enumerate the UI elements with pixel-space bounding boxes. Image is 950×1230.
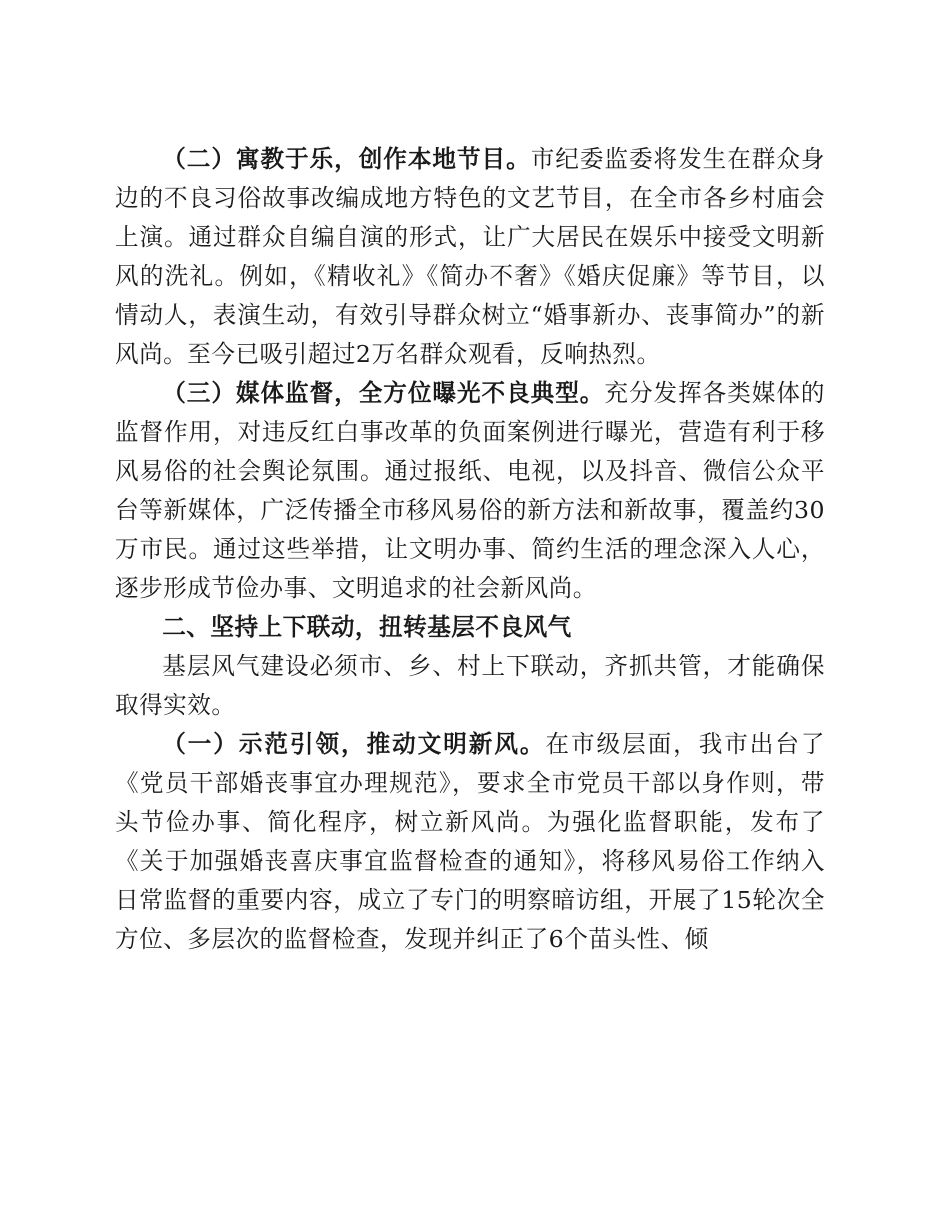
paragraph-text: 在市级层面，我市出台了《党员干部婚丧事宜办理规范》，要求全市党员干部以身作则，带头节俭办事、简化程序，树立新风尚。为强化监督职能，发布了《关于加强婚丧喜庆事宜监督检查的通知》，将移风易俗工作纳入日常监督的重要内容，成立了专门的明察暗访组，开展了15轮次全方位、多层次的监督检查，发现并纠正了6个苗头性、倾 <box>115 730 826 953</box>
paragraph-lead: （一）示范引领，推动文明新风。 <box>162 730 546 758</box>
document-body <box>115 140 825 959</box>
paragraph-lead: （三）媒体监督，全方位曝光不良典型。 <box>162 379 605 407</box>
paragraph-text: 充分发挥各类媒体的监督作用，对违反红白事改革的负面案例进行曝光，营造有利于移风易俗的社会舆论氛围。通过报纸、电视，以及抖音、微信公众平台等新媒体，广泛传播全市移风易俗的新方法和新故事，覆盖约30万市民。通过这些举措，让文明办事、简约生活的理念深入人心，逐步形成节俭办事、文明追求的社会新风尚。 <box>115 379 826 602</box>
paragraph-entertainment-programs <box>115 140 825 374</box>
section-heading: 二、坚持上下联动，扭转基层不良风气 <box>162 613 572 641</box>
paragraph-media-supervision <box>115 374 825 608</box>
paragraph-demonstration-lead <box>115 725 825 959</box>
section-intro: 基层风气建设必须市、乡、村上下联动，齐抓共管，才能确保取得实效。 <box>115 652 825 719</box>
paragraph-lead: （二）寓教于乐，创作本地节目。 <box>162 145 531 173</box>
paragraph-text: 市纪委监委将发生在群众身边的不良习俗故事改编成地方特色的文艺节目，在全市各乡村庙会上演。通过群众自编自演的形式，让广大居民在娱乐中接受文明新风的洗礼。例如，《精收礼》《简办不奢》《婚庆促廉》等节目，以情动人，表演生动，有效引导群众树立“婚事新办、丧事简办”的新风尚。至今已吸引超过2万名群众观看，反响热烈。 <box>115 145 826 368</box>
